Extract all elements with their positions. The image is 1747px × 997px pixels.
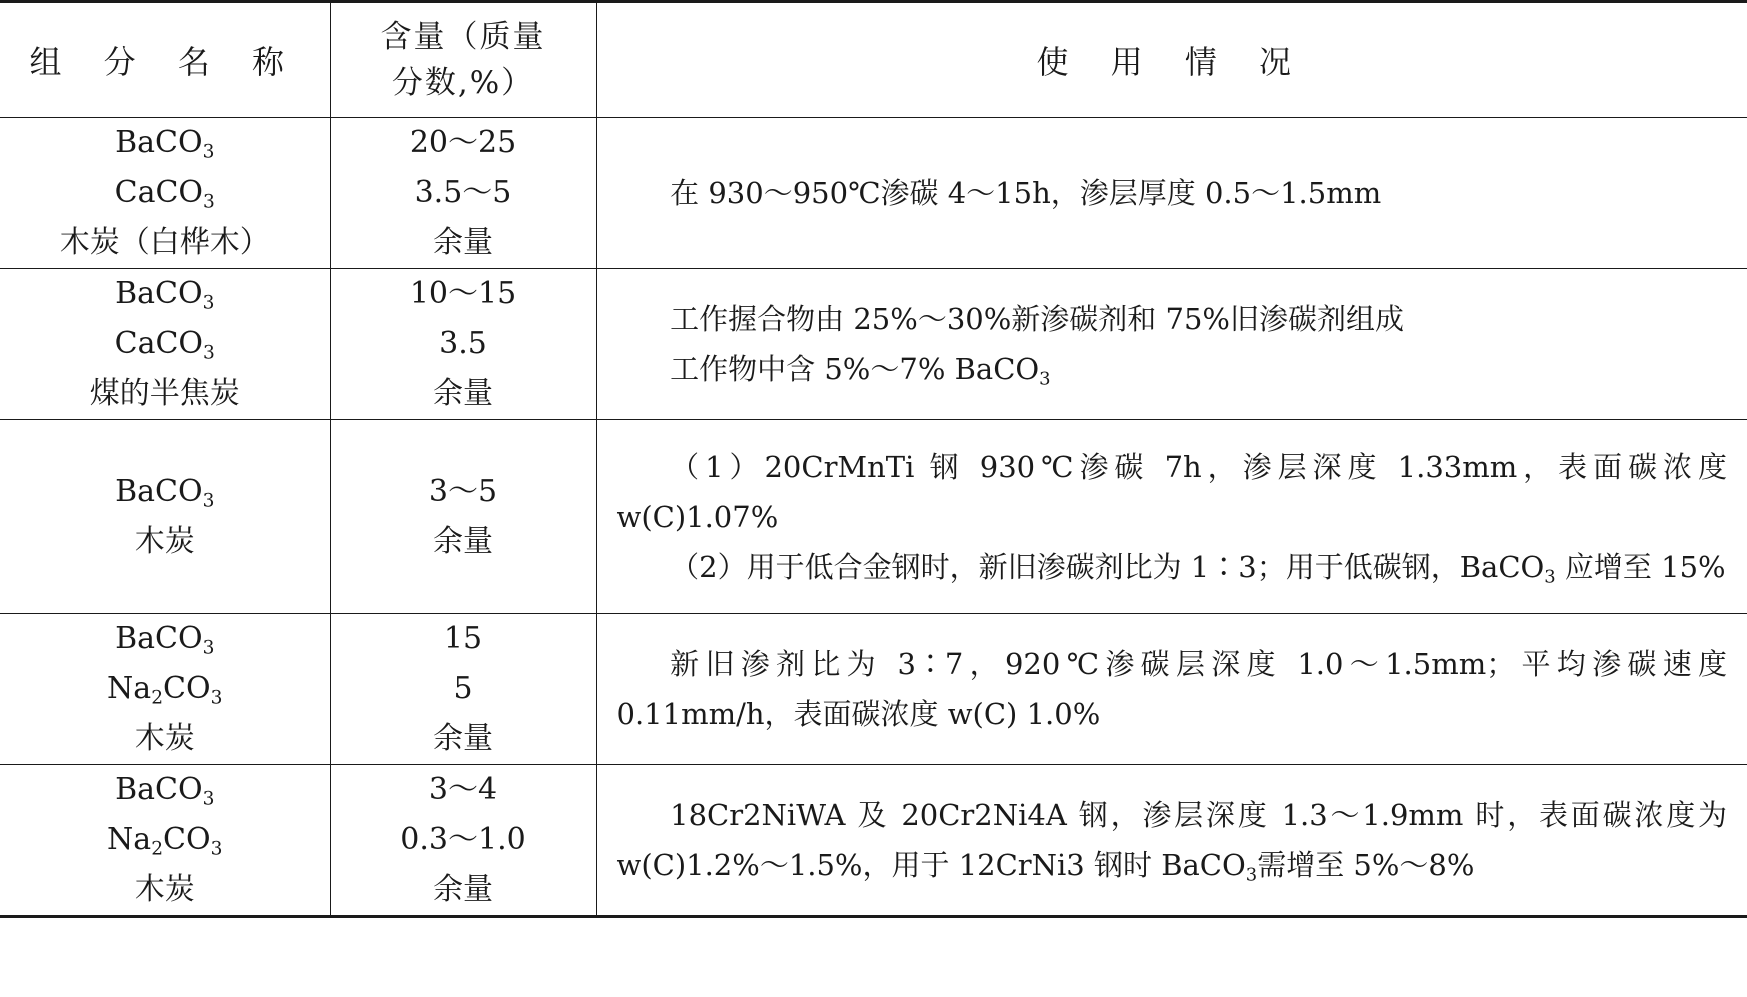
amount-value: 余量: [433, 225, 493, 260]
component-name: BaCO$_3$: [115, 473, 215, 512]
component-name: 木炭（白桦木）: [59, 225, 270, 260]
component-name: $Na_2CO_3$: [107, 671, 223, 709]
component-cell: [0, 269, 330, 420]
component-name: 木炭: [134, 872, 195, 907]
header-usage-label: 使 用 情 况: [1036, 43, 1308, 81]
component-name: CaCO$_3$: [114, 175, 215, 213]
amount-value: 3.5: [439, 326, 487, 361]
amount-value: 余量: [433, 376, 493, 411]
amount-cell: [330, 269, 596, 420]
header-usage: [596, 2, 1747, 118]
amount-cell: [330, 118, 596, 269]
amount-value: 15: [443, 621, 483, 656]
component-name: BaCO$_3$: [115, 772, 215, 810]
component-name: 煤的半焦炭: [89, 376, 240, 411]
component-cell: [0, 420, 330, 614]
usage-text: 工作物中含 5%～7% BaCO$_3$: [670, 352, 1051, 390]
header-content-line2: 分数,%）: [391, 65, 535, 101]
amount-value: 10～15: [409, 276, 517, 311]
component-name: 木炭: [134, 523, 195, 559]
table-row: [0, 614, 1747, 765]
usage-cell: [596, 420, 1747, 614]
amount-cell: [330, 420, 596, 614]
usage-text: 新旧渗剂比为 3∶7，920℃渗碳层深度 1.0～1.5mm；平均渗碳速度 0.11mm/h，表面碳浓度 w(C) 1.0%: [616, 647, 1727, 731]
usage-text: 在 930～950℃渗碳 4～15h，渗层厚度 0.5～1.5mm: [670, 176, 1382, 210]
component-name: 木炭: [134, 721, 195, 756]
component-cell: [0, 765, 330, 917]
header-component-label: 组 分 名 称: [29, 43, 301, 81]
usage-cell: [596, 269, 1747, 420]
table-row: [0, 269, 1747, 420]
table-row: [0, 765, 1747, 917]
usage-text: 工作握合物由 25%～30%新渗碳剂和 75%旧渗碳剂组成: [670, 302, 1404, 336]
header-component: [0, 2, 330, 118]
usage-text: （2）用于低合金钢时，新旧渗碳剂比为 1∶3；用于低碳钢，BaCO$_3$ 应增至 15%: [670, 549, 1726, 587]
usage-cell: [596, 118, 1747, 269]
header-content: [330, 2, 596, 118]
component-name: $Na_2CO_3$: [107, 822, 223, 860]
usage-cell: [596, 765, 1747, 917]
table-row: [0, 420, 1747, 614]
component-cell: [0, 118, 330, 269]
amount-cell: [330, 614, 596, 765]
component-name: BaCO$_3$: [115, 621, 215, 659]
usage-text: （1）20CrMnTi 钢 930℃渗碳 7h，渗层深度 1.33mm，表面碳浓度 w(C)1.07%: [616, 449, 1727, 534]
amount-value: 3.5～5: [414, 175, 512, 210]
component-cell: [0, 614, 330, 765]
amount-value: 5: [453, 671, 473, 706]
component-name: BaCO$_3$: [115, 276, 215, 314]
amount-value: 0.3～1.0: [400, 822, 526, 857]
amount-value: 20～25: [409, 125, 517, 160]
amount-value: 余量: [433, 523, 493, 559]
component-name: BaCO$_3$: [115, 125, 215, 163]
usage-cell: [596, 614, 1747, 765]
amount-value: 余量: [433, 721, 493, 756]
amount-cell: [330, 765, 596, 917]
amount-value: 余量: [433, 872, 493, 907]
amount-value: 3～4: [428, 772, 498, 807]
amount-value: 3～5: [428, 473, 498, 509]
usage-text: 18Cr2NiWA 及 20Cr2Ni4A 钢，渗层深度 1.3～1.9mm 时，表面碳浓度为 w(C)1.2%～1.5%，用于 12CrNi3 钢时 BaCO$_3$需增至 5%～8%: [616, 798, 1727, 886]
header-content-line1: 含量（质量: [380, 19, 546, 55]
header-row: [0, 2, 1747, 118]
component-name: CaCO$_3$: [114, 326, 215, 364]
table-row: [0, 118, 1747, 269]
